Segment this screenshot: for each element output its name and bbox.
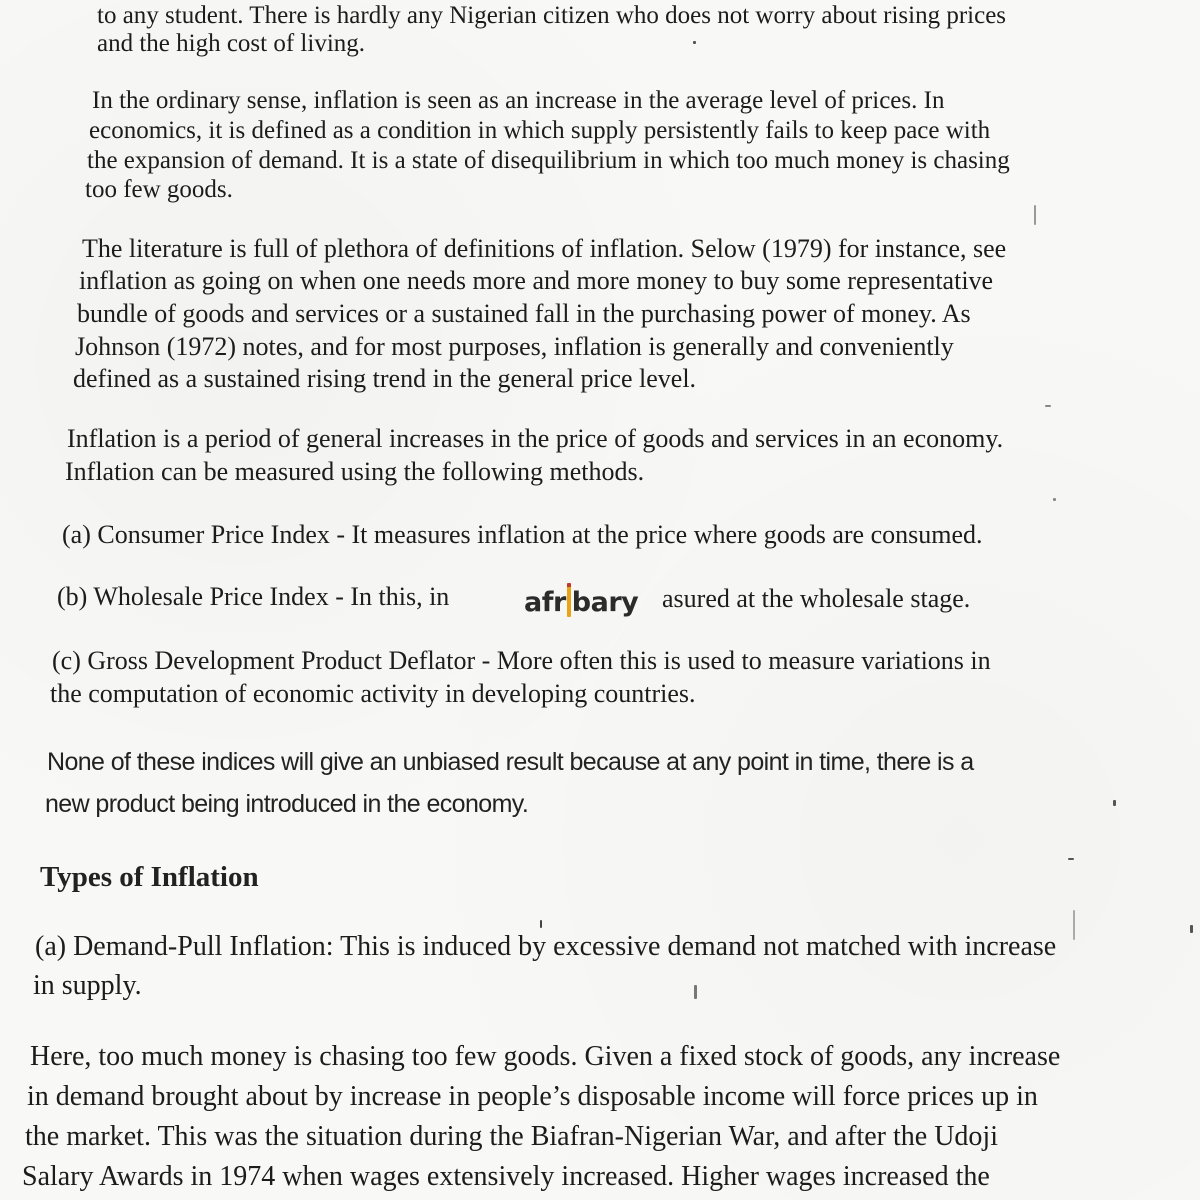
paragraph-1-line-1: to any student. There is hardly any Nigerian citizen who does not worry about rising prices	[97, 2, 1007, 29]
scan-speck	[1045, 405, 1051, 407]
paragraph-3-line-5: defined as a sustained rising trend in the general price level.	[73, 364, 697, 393]
paragraph-3-line-1: The literature is full of plethora of definitions of inflation. Selow (1979) for instance, see	[82, 234, 1007, 263]
paragraph-3-line-2: inflation as going on when one needs more and more money to buy some representative	[79, 266, 994, 295]
scan-speck	[693, 41, 696, 44]
measure-c-gdp-deflator-line-1: (c) Gross Development Product Deflator - More often this is used to measure variations in	[52, 646, 991, 675]
measure-c-gdp-deflator-line-2: the computation of economic activity in developing countries.	[50, 679, 696, 708]
final-paragraph-line-3: the market. This was the situation during the Biafran-Nigerian War, and after the Udoji	[25, 1121, 998, 1152]
note-line-2: new product being introduced in the economy.	[45, 790, 529, 818]
pencil-icon	[567, 583, 571, 617]
paragraph-4-line-1: Inflation is a period of general increases in the price of goods and services in an economy.	[67, 424, 1004, 453]
paragraph-2-line-4: too few goods.	[85, 176, 233, 203]
scan-speck	[1113, 800, 1116, 806]
scan-speck	[1068, 858, 1074, 860]
scan-speck	[1053, 498, 1056, 501]
paragraph-3-line-4: Johnson (1972) notes, and for most purposes, inflation is generally and conveniently	[75, 332, 954, 361]
type-a-demand-pull-line-1: (a) Demand-Pull Inflation: This is induced by excessive demand not matched with increase	[35, 931, 1057, 962]
scan-speck	[694, 985, 697, 999]
final-paragraph-line-2: in demand brought about by increase in people’s disposable income will force prices up in	[27, 1081, 1038, 1112]
scan-speck	[540, 920, 542, 928]
paragraph-1-line-2: and the high cost of living.	[97, 30, 366, 57]
paragraph-4-line-2: Inflation can be measured using the following methods.	[65, 457, 645, 486]
measure-b-wholesale-price-index-part-2: asured at the wholesale stage.	[662, 584, 971, 613]
section-heading-types-of-inflation: Types of Inflation	[40, 861, 259, 893]
watermark-text-part-1: afr	[524, 587, 566, 618]
note-line-1: None of these indices will give an unbiased result because at any point in time, there is a	[47, 748, 974, 776]
measure-a-consumer-price-index: (a) Consumer Price Index - It measures inflation at the price where goods are consumed.	[62, 520, 983, 549]
scan-speck	[1190, 925, 1193, 933]
measure-b-wholesale-price-index-part-1: (b) Wholesale Price Index - In this, in	[57, 582, 450, 611]
paragraph-3-line-3: bundle of goods and services or a sustained fall in the purchasing power of money. As	[77, 299, 971, 328]
watermark-logo	[524, 583, 638, 618]
paragraph-2-line-1: In the ordinary sense, inflation is seen as an increase in the average level of prices. In	[92, 87, 945, 114]
scan-speck	[1034, 205, 1036, 225]
paragraph-2-line-2: economics, it is defined as a condition in which supply persistently fails to keep pace with	[89, 117, 991, 144]
final-paragraph-line-4: Salary Awards in 1974 when wages extensively increased. Higher wages increased the	[22, 1161, 990, 1192]
paragraph-2-line-3: the expansion of demand. It is a state of disequilibrium in which too much money is chasing	[87, 147, 1010, 174]
watermark-text-part-2: bary	[571, 587, 639, 618]
final-paragraph-line-1: Here, too much money is chasing too few goods. Given a fixed stock of goods, any increase	[30, 1041, 1061, 1072]
type-a-demand-pull-line-2: in supply.	[33, 970, 142, 1001]
scan-speck	[1073, 910, 1075, 940]
